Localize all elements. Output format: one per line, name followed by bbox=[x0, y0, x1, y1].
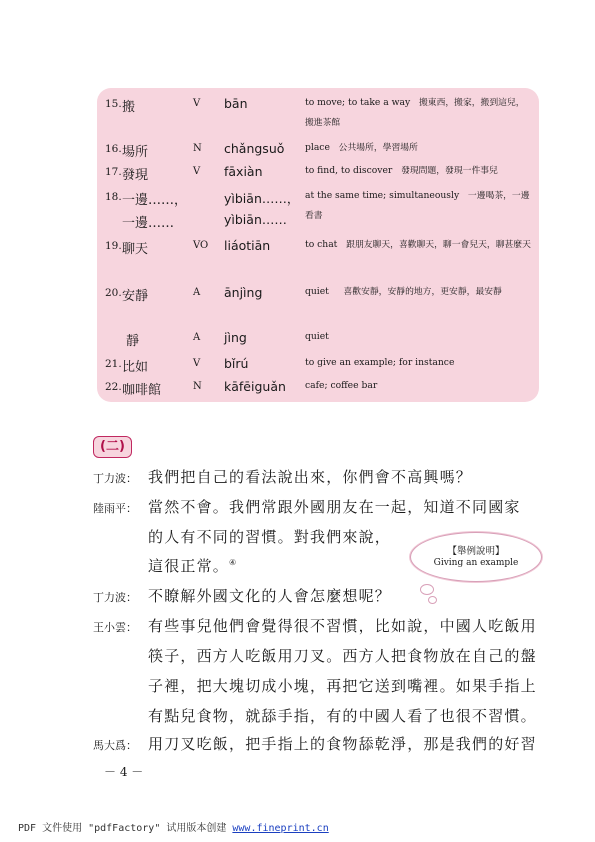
vocab-word: 發現 bbox=[122, 168, 149, 183]
vocab-pinyin: fāxiàn bbox=[224, 164, 263, 179]
pdf-footer: PDF 文件使用 "pdfFactory" 试用版本创建 www.fineprint.cn bbox=[18, 823, 329, 834]
vocab-pos: V bbox=[193, 166, 201, 177]
vocab-pinyin: bān bbox=[224, 96, 248, 111]
vocab-pinyin: yìbiān……， bbox=[224, 191, 300, 206]
vocab-number: 22. bbox=[105, 381, 122, 393]
vocab-number: 17. bbox=[105, 166, 122, 178]
dialogue-line: 筷子，西方人吃飯用刀叉。西方人把食物放在自己的盤 bbox=[148, 647, 537, 665]
cloud-puff bbox=[420, 584, 434, 595]
vocab-pinyin-second: yìbiān…… bbox=[224, 212, 287, 227]
vocab-number: 20. bbox=[105, 287, 122, 299]
cloud-title: 【舉例說明】 bbox=[447, 546, 505, 557]
section-label: (二) bbox=[93, 436, 132, 458]
vocab-word: 一邊……， bbox=[122, 193, 188, 208]
vocab-examples: 一邊喝茶，一邊看書 bbox=[305, 191, 530, 221]
vocab-definition: cafe; coffee bar bbox=[305, 380, 378, 391]
thought-cloud bbox=[410, 532, 542, 582]
vocab-pos: A bbox=[193, 287, 201, 298]
vocab-definition: to move; to take a way 搬東西，搬家，搬到這兒，搬進茶館 bbox=[305, 97, 525, 128]
vocab-word: 咖啡館 bbox=[122, 383, 162, 398]
vocab-pos: N bbox=[193, 143, 202, 154]
cloud-subtitle: Giving an example bbox=[433, 558, 519, 568]
vocab-word: 聊天 bbox=[122, 242, 149, 257]
vocab-pinyin: chǎngsuǒ bbox=[224, 141, 285, 156]
vocab-word: 安靜 bbox=[122, 289, 149, 304]
vocab-word: 場所 bbox=[122, 145, 149, 160]
vocab-number: 21. bbox=[105, 358, 122, 370]
dialogue-line: 有些事兒他們會覺得很不習慣，比如說，中國人吃飯用 bbox=[148, 617, 537, 635]
vocab-pos: N bbox=[193, 381, 202, 392]
vocab-examples: 公共場所，學習場所 bbox=[338, 143, 418, 153]
vocab-pos: V bbox=[193, 358, 201, 369]
footnote-marker: ④ bbox=[229, 558, 238, 567]
dialogue-line: 有點兒食物，就舔手指，有的中國人看了也很不習慣。 bbox=[148, 707, 537, 725]
vocab-pinyin: bǐrú bbox=[224, 356, 249, 371]
speaker-name: 陸雨平： bbox=[93, 502, 137, 515]
dialogue-line: 當然不會。我們常跟外國朋友在一起，知道不同國家 bbox=[148, 498, 521, 516]
vocab-definition: quiet bbox=[305, 331, 329, 342]
vocab-examples: 發現問題，發現一件事兒 bbox=[401, 166, 498, 176]
vocab-pinyin: ānjìng bbox=[224, 285, 263, 300]
vocab-pos: V bbox=[193, 98, 201, 109]
vocab-number: 18. bbox=[105, 191, 122, 203]
vocabulary-box bbox=[97, 88, 539, 402]
vocab-number: 15. bbox=[105, 98, 122, 110]
footer-link[interactable]: www.fineprint.cn bbox=[232, 823, 329, 834]
vocab-pos: A bbox=[193, 332, 201, 343]
vocab-word: 比如 bbox=[122, 360, 149, 375]
vocab-word: 搬 bbox=[122, 100, 136, 115]
vocab-definition: to chat 跟朋友聊天，喜歡聊天，聊一會兒天，聊甚麼天 bbox=[305, 239, 531, 250]
vocab-examples: 跟朋友聊天，喜歡聊天，聊一會兒天，聊甚麼天 bbox=[346, 240, 531, 250]
vocab-definition: to give an example; for instance bbox=[305, 357, 455, 368]
vocab-examples: 搬東西，搬家，搬到這兒，搬進茶館 bbox=[305, 98, 525, 128]
vocab-examples: 喜歡安靜，安靜的地方，更安靜，最安靜 bbox=[343, 287, 502, 297]
vocab-number: 19. bbox=[105, 240, 122, 252]
dialogue-line: 我們把自己的看法說出來，你們會不高興嗎？ bbox=[148, 468, 473, 486]
vocab-definition: quiet 喜歡安靜，安靜的地方，更安靜，最安靜 bbox=[305, 286, 502, 297]
speaker-name: 丁力波： bbox=[93, 591, 137, 604]
vocab-number: 16. bbox=[105, 143, 122, 155]
dialogue-line: 不瞭解外國文化的人會怎麼想呢？ bbox=[148, 587, 392, 605]
page-number: － 4 － bbox=[104, 765, 144, 779]
dialogue-line: 這很正常。④ bbox=[148, 557, 238, 575]
vocab-word: 靜 bbox=[126, 334, 140, 349]
vocab-definition: place 公共場所，學習場所 bbox=[305, 142, 418, 153]
speaker-name: 王小雲： bbox=[93, 621, 137, 634]
vocab-pinyin: jìng bbox=[224, 330, 247, 345]
dialogue-line: 子裡，把大塊切成小塊，再把它送到嘴裡。如果手指上 bbox=[148, 677, 537, 695]
dialogue-line: 用刀叉吃飯，把手指上的食物舔乾淨，那是我們的好習 bbox=[148, 735, 537, 753]
vocab-pinyin: liáotiān bbox=[224, 238, 271, 253]
vocab-definition: at the same time; simultaneously 一邊喝茶，一邊看書 bbox=[305, 190, 530, 221]
dialogue-line: 的人有不同的習慣。對我們來說， bbox=[148, 528, 392, 546]
vocab-pinyin: kāfēiguǎn bbox=[224, 379, 286, 394]
vocab-pos: VO bbox=[193, 240, 209, 251]
speaker-name: 丁力波： bbox=[93, 472, 137, 485]
vocab-word-second: 一邊…… bbox=[122, 216, 175, 231]
speaker-name: 馬大爲： bbox=[93, 739, 137, 752]
cloud-puff bbox=[428, 596, 437, 604]
vocab-definition: to find, to discover 發現問題，發現一件事兒 bbox=[305, 165, 498, 176]
